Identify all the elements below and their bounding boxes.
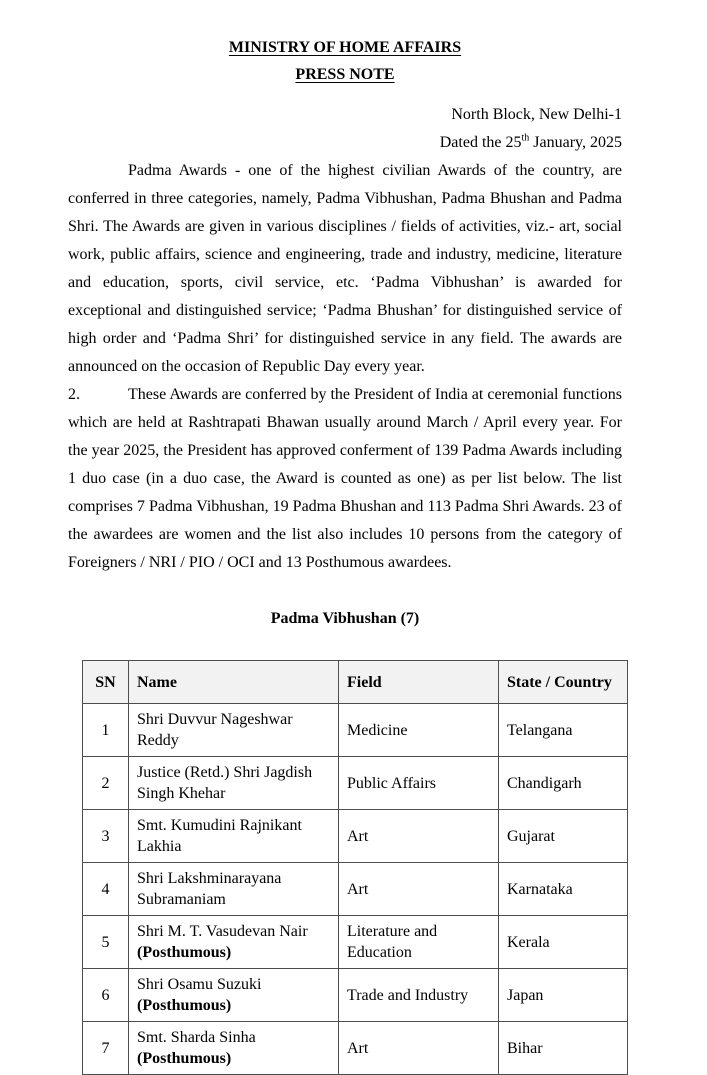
cell-field: Art: [339, 1022, 499, 1075]
paragraph-intro: Padma Awards - one of the highest civilian Awards of the country, are conferred in three categories, namely, Padma Vibhushan, Padma Bhushan and Padma Shri. The Awards are given in various disciplines / fields of activities, viz.- art, social work, public affairs, science and engineering, trade and industry, medicine, literature and education, sports, civil service, etc. ‘Padma Vibhushan’ is awarded for exceptional and distinguished service; ‘Padma Bhushan’ for distinguished service of high order and ‘Padma Shri’ for distinguished service in any field. The awards are announced on the occasion of Republic Day every year.: [68, 162, 622, 375]
table-row: [83, 969, 628, 1022]
awardee-name: Shri Duvvur Nageshwar Reddy: [137, 711, 293, 749]
cell-name: [129, 863, 339, 916]
table-heading: Padma Vibhushan (7): [270, 610, 420, 627]
column-header-name: Name: [129, 661, 339, 704]
posthumous-label: (Posthumous): [137, 997, 232, 1014]
posthumous-label: (Posthumous): [137, 1050, 232, 1067]
cell-name: [129, 757, 339, 810]
column-header-field: Field: [339, 661, 499, 704]
cell-name: [129, 810, 339, 863]
document-subtitle-text: PRESS NOTE: [295, 66, 395, 83]
table-row: [83, 916, 628, 969]
cell-state: Gujarat: [499, 810, 628, 863]
table-row: [83, 863, 628, 916]
cell-state: Karnataka: [499, 863, 628, 916]
cell-field: Public Affairs: [339, 757, 499, 810]
cell-state: Chandigarh: [499, 757, 628, 810]
cell-sn: 2: [83, 757, 129, 810]
document-subtitle: [68, 65, 622, 85]
cell-sn: 1: [83, 704, 129, 757]
cell-state: Japan: [499, 969, 628, 1022]
document-title: [68, 38, 622, 58]
cell-field: Medicine: [339, 704, 499, 757]
table-row: [83, 704, 628, 757]
awardee-name: Shri Osamu Suzuki: [137, 976, 262, 993]
column-header-sn: SN: [83, 661, 129, 704]
cell-sn: 3: [83, 810, 129, 863]
cell-field: Literature and Education: [339, 916, 499, 969]
table-row: [83, 1022, 628, 1075]
awardee-name: Smt. Kumudini Rajnikant Lakhia: [137, 817, 302, 855]
cell-field: Trade and Industry: [339, 969, 499, 1022]
column-header-state: State / Country: [499, 661, 628, 704]
cell-name: [129, 704, 339, 757]
awardee-name: Justice (Retd.) Shri Jagdish Singh Khehar: [137, 764, 313, 802]
date-line: Dated the 25th January, 2025: [439, 132, 622, 151]
cell-state: Telangana: [499, 704, 628, 757]
paragraph-2-number: 2.: [68, 386, 80, 403]
awardee-name: Shri Lakshminarayana Subramaniam: [137, 870, 282, 908]
cell-name: [129, 916, 339, 969]
cell-sn: 7: [83, 1022, 129, 1075]
cell-sn: 4: [83, 863, 129, 916]
table-header-row: [83, 661, 628, 704]
awards-table-body: [83, 704, 628, 1075]
posthumous-label: (Posthumous): [137, 944, 232, 961]
padma-vibhushan-table: [82, 660, 628, 1075]
cell-field: Art: [339, 863, 499, 916]
table-row: [83, 810, 628, 863]
table-row: [83, 757, 628, 810]
cell-name: [129, 1022, 339, 1075]
dateline-block: [68, 101, 622, 157]
cell-field: Art: [339, 810, 499, 863]
cell-state: Kerala: [499, 916, 628, 969]
cell-sn: 5: [83, 916, 129, 969]
awardee-name: Smt. Sharda Sinha: [137, 1029, 256, 1046]
cell-state: Bihar: [499, 1022, 628, 1075]
date-ordinal-superscript: th: [521, 132, 530, 144]
paragraph-2: 2. These Awards are conferred by the President of India at ceremonial functions which are held at Rashtrapati Bhawan usually around March / April every year. For the year 2025, the President has approved conferment of 139 Padma Awards including 1 duo case (in a duo case, the Award is counted as one) as per list below. The list comprises 7 Padma Vibhushan, 19 Padma Bhushan and 113 Padma Shri Awards. 23 of the awardees are women and the list also includes 10 persons from the category of Foreigners / NRI / PIO / OCI and 13 Posthumous awardees.: [68, 381, 622, 577]
document-title-text: MINISTRY OF HOME AFFAIRS: [228, 39, 462, 56]
place-line: North Block, New Delhi-1: [451, 106, 622, 123]
cell-sn: 6: [83, 969, 129, 1022]
awardee-name: Shri M. T. Vasudevan Nair: [137, 923, 308, 940]
cell-name: [129, 969, 339, 1022]
